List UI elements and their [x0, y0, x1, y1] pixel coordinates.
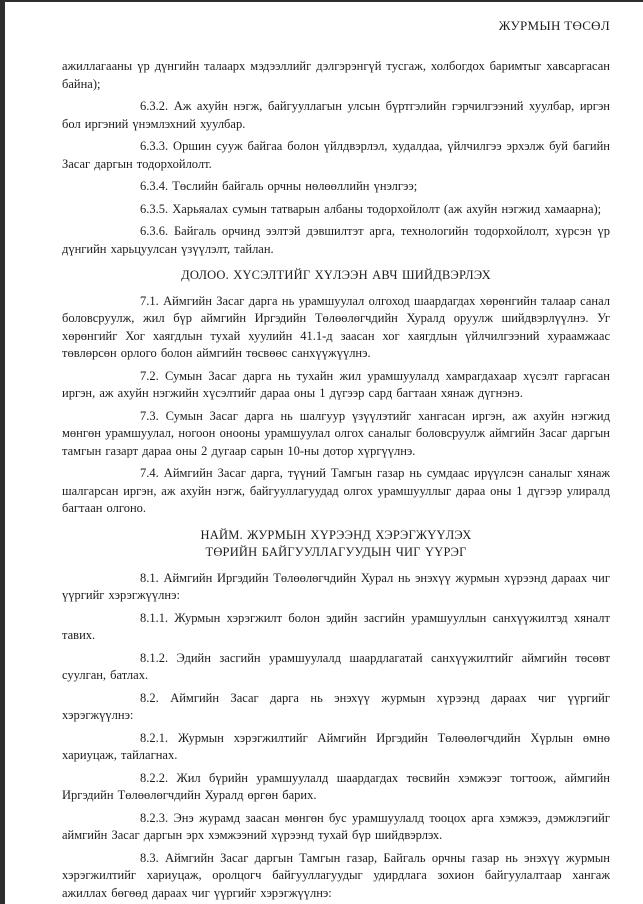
- paragraph-6-3-2: 6.3.2. Аж ахуйн нэгж, байгууллагын улсын бүртгэлийн гэрчилгээний хуулбар, иргэн бол иргэний үнэмлэхний хуулбар.: [62, 99, 610, 131]
- paragraph-6-3-6: 6.3.6. Байгаль орчинд ээлтэй дэвшилтэт арга, технологийн тодорхойлолт, хүрсэн үр дүнгийн харьцуулсан үзүүлэлт, тайлан.: [62, 224, 610, 256]
- paragraph-8-3: 8.3. Аймгийн Засаг даргын Тамгын газар, Байгаль орчны газар нь энэхүү журмын хэрэгжилтийг хариуцаж, оролцогч байгууллагуудыг удирдлага зохион байгуулалтаар хангаж ажиллах бөгөөд дараах чиг үүргийг хэрэгжүүлнэ:: [62, 850, 610, 900]
- heading-line-2: ТӨРИЙН БАЙГУУЛЛАГУУДЫН ЧИГ ҮҮРЭГ: [205, 545, 467, 559]
- heading-line-1: НАЙМ. ЖУРМЫН ХҮРЭЭНД ХЭРЭГЖҮҮЛЭХ: [200, 527, 472, 542]
- paragraph-continuation: ажиллагааны үр дүнгийн талаарх мэдээллийг дэлгэрэнгүй тусгаж, холбогдох баримтыг хавсаргасан байна);: [62, 59, 610, 91]
- paragraph-6-3-4: 6.3.4. Төслийн байгаль орчны нөлөөллийн үнэлгээ;: [140, 179, 418, 193]
- document-body: [62, 58, 610, 904]
- paragraph-7-2: 7.2. Сумын Засаг дарга нь тухайн жил урамшуулалд хамрагдахаар хүсэлт гаргасан иргэн, аж ахуйн нэгжийн хүсэлтийг дараа оны 1 дүгээр сард багтаан хянаж дүгнэнэ.: [62, 368, 610, 400]
- document-header-label: ЖУРМЫН ТӨСӨЛ: [498, 18, 610, 33]
- paragraph-7-1: 7.1. Аймгийн Засаг дарга нь урамшуулал олгоход шаардагдах хөрөнгийн талаар санал боловсруулж, жил бүр аймгийн Иргэдийн Төлөөлөгчдийн Хуралд оруулж шийдвэрлүүлнэ. Уг хөрөнгийг Хог хаягдлын тухай хуулийн 41.1-д заасан хог хаягдлын үйлчилгээний хураамжаас төвлөрсөн орлого болон аймгийн төсвөөс санхүүжүүлнэ.: [62, 293, 610, 360]
- paragraph-7-4: 7.4. Аймгийн Засаг дарга, түүний Тамгын газар нь сумдаас ирүүлсэн саналыг хянаж шалгарсан иргэн, аж ахуйн нэгж, байгууллагуудад олгох урамшууллыг дараа оны 1 дүгээр улиралд багтаан олгоно.: [62, 466, 610, 515]
- paragraph-7-3: 7.3. Сумын Засаг дарга нь шалгуур үзүүлэтийг хангасан иргэн, аж ахуйн нэгжид мөнгөн урамшуулал, ногоон онооны урамшуулал олгох саналыг боловсруулж аймгийн Засаг даргын тамгын газарт дараа оны 2 дугаар сарын 10-ны дотор хүргүүлнэ.: [62, 408, 610, 458]
- paragraph-8-1-1: 8.1.1. Журмын хэрэгжилт болон эдийн засгийн урамшууллын санхүүжилтэд хяналт тавих.: [62, 610, 610, 642]
- paragraph-8-1-2: 8.1.2. Эдийн засгийн урамшуулалд шаардлагатай санхүүжилтийг аймгийн төсөвт суулган, батлах.: [62, 650, 610, 682]
- paragraph-8-2-3: 8.2.3. Энэ журамд заасан мөнгөн бус урамшуулалд тооцох арга хэмжээ, дэмжлэгийг аймгийн Засаг даргын эрх хэмжээний хүрээнд тухай бүр шийдвэрлэх.: [62, 810, 610, 842]
- document-header: [62, 18, 610, 34]
- paragraph-8-2: 8.2. Аймгийн Засаг дарга нь энэхүү журмын хүрээнд дараах чиг үүргийг хэрэгжүүлнэ:: [62, 690, 610, 722]
- page-edge-left: [0, 0, 5, 904]
- paragraph-8-2-2: 8.2.2. Жил бүрийн урамшуулалд шаардагдах төсвийн хэмжээг тогтоож, аймгийн Иргэдийн Төлөөлөгчдийн Хуралд өргөн барих.: [62, 770, 610, 802]
- section-heading-doloo: ДОЛОО. ХҮСЭЛТИЙГ ХҮЛЭЭН АВЧ ШИЙДВЭРЛЭХ: [181, 268, 491, 282]
- paragraph-6-3-5: 6.3.5. Харьяалах сумын татварын албаны тодорхойлолт (аж ахуйн нэгжид хамаарна);: [140, 201, 602, 216]
- paragraph-8-1: 8.1. Аймгийн Иргэдийн Төлөөлөгчдийн Хурал нь энэхүү журмын хүрээнд дараах чиг үүргийг хэрэгжүүлнэ:: [62, 570, 610, 602]
- page-edge-top: [0, 0, 643, 2]
- paragraph-6-3-3: 6.3.3. Оршин сууж байгаа болон үйлдвэрлэл, худалдаа, үйлчилгээ эрхэлж буй багийн Засаг даргын тодорхойлолт.: [62, 139, 610, 171]
- section-heading-naim: [62, 527, 610, 562]
- paragraph-8-2-1: 8.2.1. Журмын хэрэгжилтийг Аймгийн Иргэдийн Төлөөлөгчдийн Хүрлын өмнө хариуцаж, тайлагнах.: [62, 730, 610, 762]
